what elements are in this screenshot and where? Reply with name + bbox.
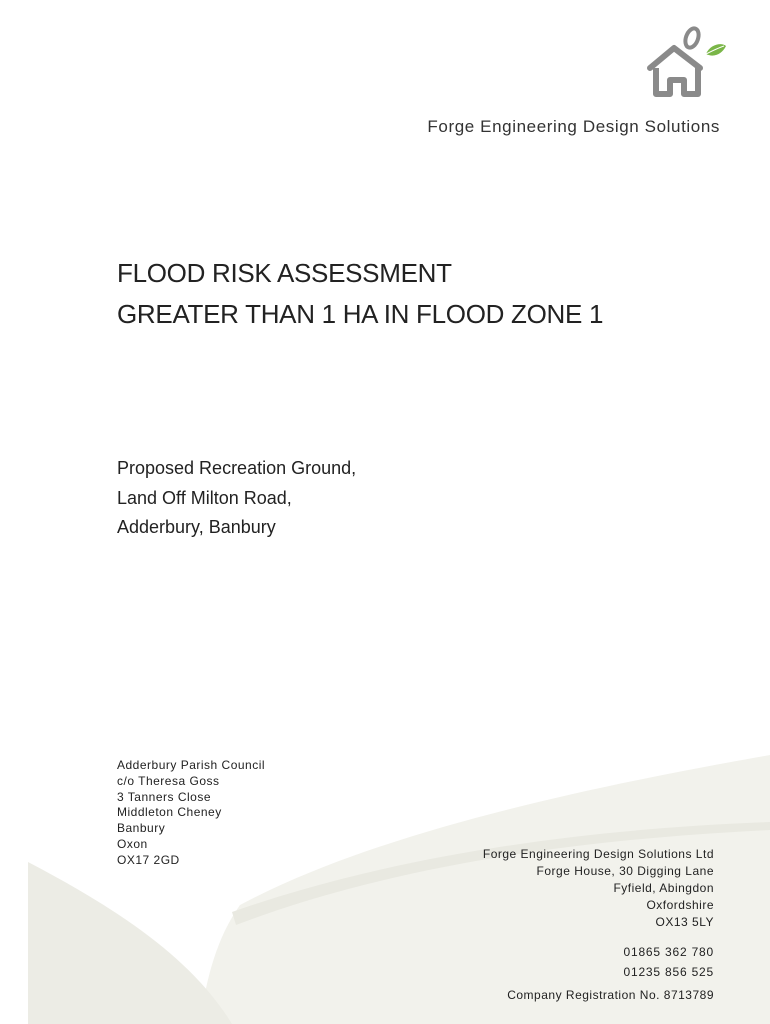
phone-number: 01865 362 780 [623, 945, 714, 959]
client-address-line: Adderbury Parish Council [117, 758, 266, 772]
title-line-2: GREATER THAN 1 HA IN FLOOD ZONE 1 [117, 299, 604, 329]
client-address-line: Middleton Cheney [117, 805, 222, 820]
company-registration: Company Registration No. 8713789 [507, 988, 714, 1002]
logo-house-body [656, 68, 698, 94]
phone-number: 01235 856 525 [623, 964, 714, 979]
company-address-line: Fyfield, Abingdon [613, 881, 714, 895]
company-header-name: Forge Engineering Design Solutions [427, 117, 720, 136]
logo-leaf-grey [683, 27, 701, 50]
swoosh-left-shape [28, 862, 232, 1024]
client-address-line: c/o Theresa Goss [117, 773, 220, 788]
company-address-line: Forge House, 30 Digging Lane [536, 864, 714, 878]
site-address [117, 454, 356, 543]
client-address-line: 3 Tanners Close [117, 789, 211, 804]
company-address-line: Oxfordshire [646, 898, 714, 912]
title-line-1: FLOOD RISK ASSESSMENT [117, 258, 452, 288]
house-leaf-logo [644, 22, 728, 100]
client-address-line: Banbury [117, 821, 166, 836]
phone-numbers [624, 943, 714, 982]
company-address-line: Forge Engineering Design Solutions Ltd [482, 847, 714, 861]
logo-leaf-green [706, 44, 726, 56]
company-address [483, 846, 714, 931]
client-address-line: OX17 2GD [117, 852, 180, 867]
site-line-2: Land Off Milton Road, [117, 487, 292, 508]
site-line-1: Proposed Recreation Ground, [117, 458, 357, 478]
client-address [117, 758, 265, 869]
site-line-3: Adderbury, Banbury [117, 517, 276, 537]
document-title [117, 253, 603, 335]
company-address-line: OX13 5LY [655, 915, 714, 929]
logo-house-roof [650, 48, 700, 68]
client-address-line: Oxon [117, 836, 148, 851]
